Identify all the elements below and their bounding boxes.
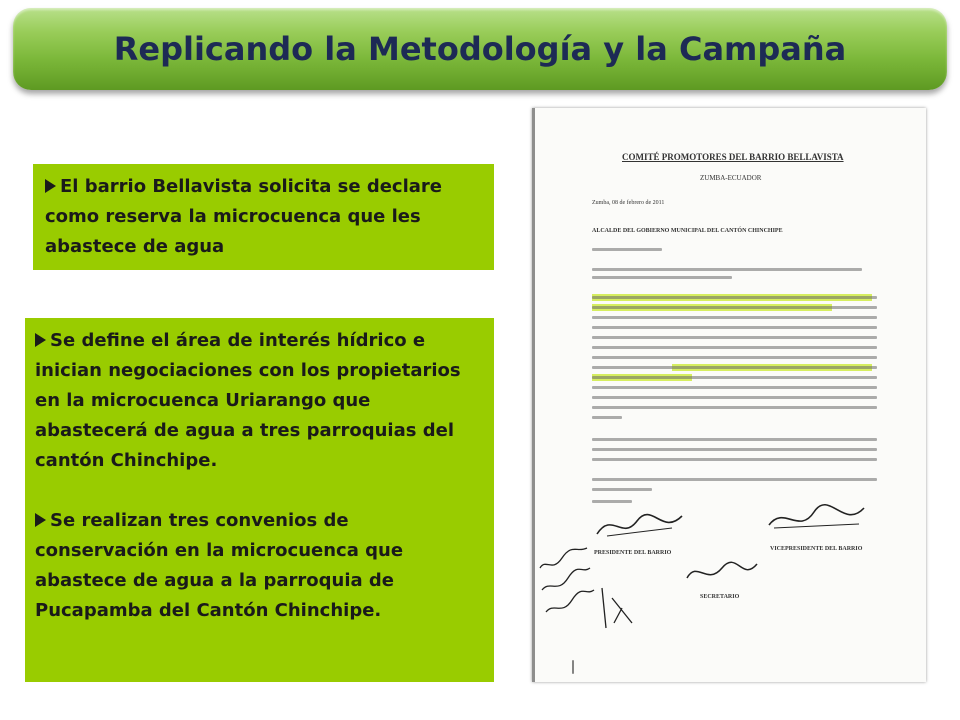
signature-3-icon bbox=[682, 558, 762, 588]
arrow-bullet-icon bbox=[35, 513, 46, 527]
signer-2-role: VICEPRESIDENTE DEL BARRIO bbox=[770, 546, 863, 552]
bullet-item bbox=[45, 172, 484, 262]
arrow-bullet-icon bbox=[35, 333, 46, 347]
spacer bbox=[35, 476, 486, 506]
arrow-bullet-icon bbox=[45, 179, 56, 193]
bullet-text: Se define el área de interés hídrico e inician negociaciones con los propietarios en la microcuenca Uriarango que abastecerá de agua a tres parroquias del cantón Chinchipe. bbox=[35, 330, 461, 471]
actions-box bbox=[25, 318, 494, 682]
handwritten-mark-icon bbox=[592, 578, 642, 638]
signature-2-icon bbox=[764, 500, 874, 540]
letter-heading: COMITÉ PROMOTORES DEL BARRIO BELLAVISTA bbox=[622, 152, 844, 162]
letter-date: Zumba, 08 de febrero de 2011 bbox=[592, 200, 665, 206]
scanned-letter-image bbox=[532, 108, 926, 682]
letter-recipient: ALCALDE DEL GOBIERNO MUNICIPAL DEL CANTÓN CHINCHIPE bbox=[592, 228, 783, 234]
bullet-text: Se realizan tres convenios de conservación en la microcuenca que abastece de agua a la parroquia de Pucapamba del Cantón Chinchipe. bbox=[35, 510, 404, 621]
letter-subheading: ZUMBA-ECUADOR bbox=[700, 174, 762, 182]
slide-title: Replicando la Metodología y la Campaña bbox=[113, 30, 847, 68]
signer-3-role: SECRETARIO bbox=[700, 594, 740, 600]
bullet-item bbox=[35, 506, 486, 626]
bellavista-request-box bbox=[33, 164, 494, 270]
signer-1-role: PRESIDENTE DEL BARRIO bbox=[594, 550, 672, 556]
bullet-text: El barrio Bellavista solicita se declare como reserva la microcuenca que les abastece de agua bbox=[45, 176, 442, 257]
signature-1-icon bbox=[592, 506, 692, 546]
title-banner bbox=[13, 8, 947, 90]
bullet-item bbox=[35, 326, 486, 476]
